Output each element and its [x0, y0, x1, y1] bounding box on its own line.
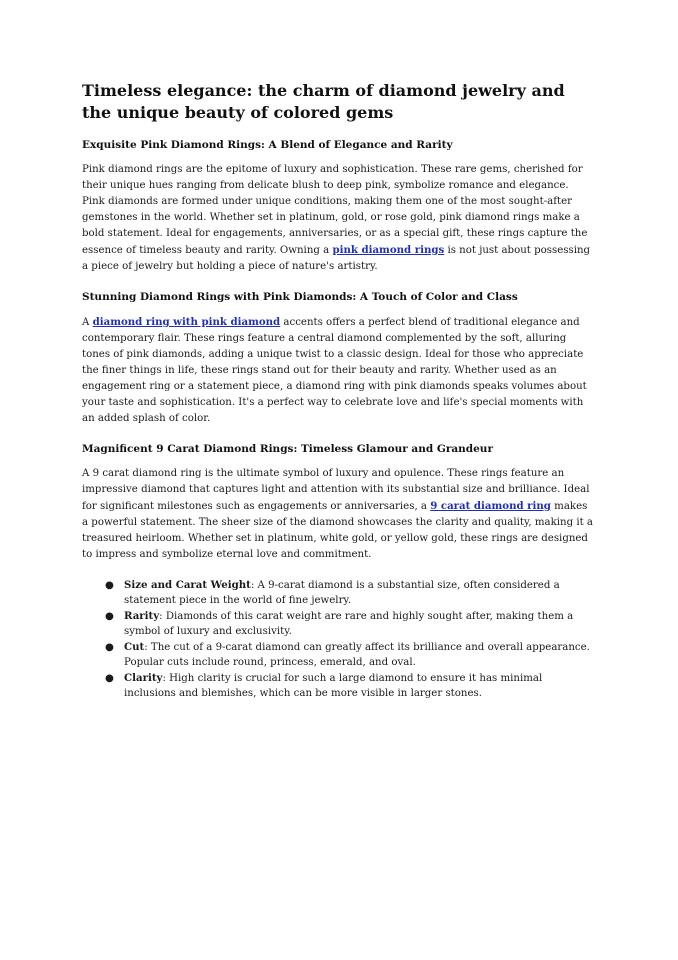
paragraph-text: is not just about possessing a piece of jewelry but holding a piece of nature's artistry. [82, 245, 591, 272]
paragraph-text: A [82, 317, 93, 328]
section-paragraph [82, 466, 594, 563]
list-item-text: : High clarity is crucial for such a large diamond to ensure it has minimal inclusions and blemishes, which can be more visible in larger stones. [124, 673, 543, 699]
section-9-carat-rings [82, 442, 594, 563]
bullet-icon: ● [105, 673, 114, 684]
list-item [105, 578, 594, 608]
paragraph-text: Pink diamond rings are the epitome of luxury and sophistication. These rare gems, cherished for their unique hues ranging from delicate blush to deep pink, symbolize romance and elegance. Pink diamonds are formed under unique conditions, making them one of the most sought-after gemstones in the world. Whether set in platinum, gold, or rose gold, pink diamond rings make a bold statement. Ideal for engagements, anniversaries, or as a special gift, these rings capture the essence of timeless beauty and rarity. Owning a [82, 164, 588, 256]
paragraph-text: A 9 carat diamond ring is the ultimate symbol of luxury and opulence. These rings feature an impressive diamond that captures light and attention with its substantial size and brilliance. Ideal for significant milestones such as engagements or anniversaries, a [82, 468, 590, 512]
section-heading: Stunning Diamond Rings with Pink Diamonds: A Touch of Color and Class [82, 291, 518, 303]
bullet-icon: ● [105, 611, 114, 622]
list-item-term: Rarity [124, 610, 160, 622]
list-item-term: Size and Carat Weight [124, 579, 251, 591]
paragraph-text: accents offers a perfect blend of traditional elegance and contemporary flair. These rings feature a central diamond complemented by the soft, alluring tones of pink diamonds, adding a unique twist to a classic design. Ideal for those who appreciate the finer things in life, these rings stand out for their beauty and rarity. Whether used as an engagement ring or a statement piece, a diamond ring with pink diamonds speaks volumes about your taste and sophistication. It's a perfect way to celebrate love and life's special moments with an added splash of color. [82, 317, 587, 424]
bullet-icon: ● [105, 642, 114, 653]
section-heading: Magnificent 9 Carat Diamond Rings: Timeless Glamour and Grandeur [82, 443, 493, 455]
section-paragraph [82, 162, 594, 275]
pink-diamond-rings-link[interactable]: pink diamond rings [332, 244, 445, 256]
list-item-text: : The cut of a 9-carat diamond can greatly affect its brilliance and overall appearance. Popular cuts include round, princess, emerald, and oval. [124, 642, 590, 668]
title-line-1: Timeless elegance: the charm of diamond jewelry and [82, 81, 565, 100]
list-item-text: : Diamonds of this carat weight are rare and highly sought after, making them a symbol of luxury and exclusivity. [124, 611, 574, 637]
list-item [105, 640, 594, 670]
document-page [82, 80, 594, 702]
paragraph-text: makes a powerful statement. The sheer size of the diamond showcases the clarity and quality, making it a treasured heirloom. Whether set in platinum, white gold, or yellow gold, these rings are designed to impress and symbolize eternal love and commitment. [82, 501, 593, 560]
bullet-icon: ● [105, 580, 114, 591]
list-item-term: Clarity [124, 672, 163, 684]
list-item-text: : A 9-carat diamond is a substantial size, often considered a statement piece in the world of fine jewelry. [124, 580, 560, 606]
section-paragraph [82, 314, 594, 427]
list-item [105, 609, 594, 639]
list-item-term: Cut [124, 641, 145, 653]
diamond-ring-with-pink-diamond-link[interactable]: diamond ring with pink diamond [92, 316, 281, 328]
9-carat-diamond-ring-link[interactable]: 9 carat diamond ring [430, 500, 551, 512]
list-item [105, 671, 594, 701]
section-pink-diamond-rings [82, 138, 594, 275]
section-heading: Exquisite Pink Diamond Rings: A Blend of Elegance and Rarity [82, 139, 453, 151]
document-title [82, 80, 594, 124]
feature-list [82, 578, 594, 701]
section-diamond-ring-with-pink [82, 290, 594, 427]
title-line-2: the unique beauty of colored gems [82, 103, 394, 122]
